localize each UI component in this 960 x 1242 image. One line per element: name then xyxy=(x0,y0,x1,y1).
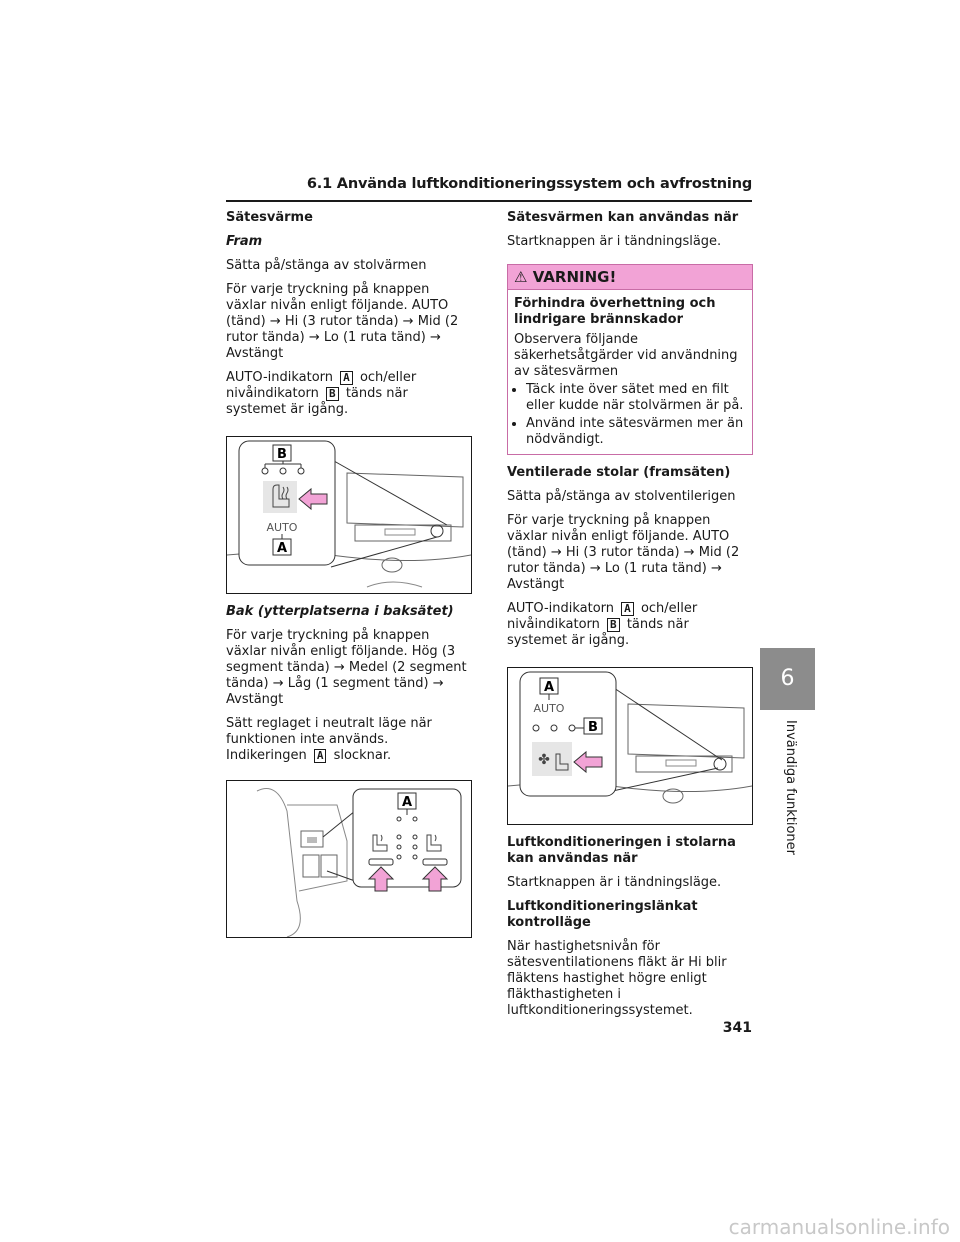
paragraph: För varje tryckning på knappen växlar nivån enligt följande. Hög (3 segment tända) → Medel (2 segment tända) → Låg (1 segment tänd) → Avstängt xyxy=(226,628,467,707)
text: AUTO-indikatorn xyxy=(507,601,615,616)
figure-ventilated-seat xyxy=(507,667,753,825)
warning-header xyxy=(508,265,752,290)
text: slocknar. xyxy=(333,748,392,763)
paragraph: För varje tryckning på knappen växlar nivån enligt följande. AUTO (tänd) → Hi (3 rutor tända) → Mid (2 rutor tända) → Lo (1 ruta tänd) → Avstängt xyxy=(226,282,459,361)
section-heading: Luftkonditioneringslänkat kontrolläge xyxy=(507,899,698,930)
left-column xyxy=(226,210,472,948)
paragraph: Startknappen är i tändningsläge. xyxy=(507,234,722,249)
warning-title: VARNING! xyxy=(532,268,617,286)
subheading-front: Fram xyxy=(226,234,263,249)
indicator-paragraph xyxy=(226,370,472,418)
subheading-rear: Bak (ytterplatserna i baksätet) xyxy=(226,604,454,619)
label-box-b: B xyxy=(326,387,339,401)
figure-front-seat-heater xyxy=(226,436,472,594)
front-heater-illustration xyxy=(227,437,471,593)
paragraph: När hastighetsnivån för sätesventilationens fläkt är Hi blir fläktens hastighet högre enligt fläkthastigheten i luftkonditioneringssystemet. xyxy=(507,939,727,1018)
callout-label-a: A xyxy=(276,541,288,556)
section-heading: Sätesvärmen kan användas när xyxy=(507,210,739,225)
callout-label-a: A xyxy=(401,795,413,810)
chapter-label: Invändiga funktioner xyxy=(783,720,798,856)
section-heading: Sätesvärme xyxy=(226,210,313,225)
warning-list xyxy=(514,382,746,448)
warning-heading: Förhindra överhettning och lindrigare brännskador xyxy=(514,296,716,327)
warning-bullet: • Använd inte sätesvärmen mer än nödvändigt. xyxy=(526,416,746,448)
text: och/eller nivåindikatorn xyxy=(226,370,417,401)
page-number: 341 xyxy=(722,1020,752,1036)
text: Sätt reglaget i neutralt läge när funktionen inte används. Indikeringen xyxy=(226,716,432,763)
callout-label-b: B xyxy=(277,447,287,462)
text: AUTO-indikatorn xyxy=(226,370,334,385)
rear-heater-illustration xyxy=(227,781,471,937)
warning-bullet: • Täck inte över sätet med en filt eller kudde när stolvärmen är på. xyxy=(526,382,746,414)
header-rule xyxy=(226,200,752,202)
paragraph: Sätta på/stänga av stolventilerigen xyxy=(507,489,736,504)
callout-label-b: B xyxy=(588,720,598,735)
label-box-a: A xyxy=(621,602,634,616)
callout-label-a: A xyxy=(543,680,555,695)
warning-body xyxy=(508,290,752,454)
label-box-b: B xyxy=(607,618,620,632)
section-heading: Luftkonditioneringen i stolarna kan användas när xyxy=(507,835,736,866)
text: tänds när systemet är igång. xyxy=(226,386,408,417)
page-header: 6.1 Använda luftkonditioneringssystem och avfrostning xyxy=(306,176,752,192)
text: tänds när systemet är igång. xyxy=(507,617,689,648)
label-box-a: A xyxy=(340,371,353,385)
right-column xyxy=(507,210,753,1027)
paragraph: Sätta på/stänga av stolvärmen xyxy=(226,258,427,273)
section-heading: Ventilerade stolar (framsäten) xyxy=(507,465,731,480)
indicator-paragraph xyxy=(226,716,472,764)
warning-icon: ⚠ xyxy=(514,268,528,286)
warning-text: Observera följande säkerhetsåtgärder vid användning av sätesvärmen xyxy=(514,332,738,379)
paragraph: Startknappen är i tändningsläge. xyxy=(507,875,722,890)
auto-text: AUTO xyxy=(266,521,298,534)
ventilation-illustration xyxy=(508,668,752,824)
chapter-tab: 6 xyxy=(760,648,815,710)
auto-text: AUTO xyxy=(533,702,565,715)
label-box-a: A xyxy=(314,749,327,763)
watermark: carmanualsonline.info xyxy=(728,1215,950,1239)
indicator-paragraph xyxy=(507,601,753,649)
paragraph: För varje tryckning på knappen växlar nivån enligt följande. AUTO (tänd) → Hi (3 rutor tända) → Mid (2 rutor tända) → Lo (1 ruta tänd) → Avstängt xyxy=(507,513,740,592)
figure-rear-seat-heater xyxy=(226,780,472,938)
warning-box xyxy=(507,264,753,455)
fan-icon: ✤ xyxy=(538,752,550,768)
text: och/eller nivåindikatorn xyxy=(507,601,698,632)
